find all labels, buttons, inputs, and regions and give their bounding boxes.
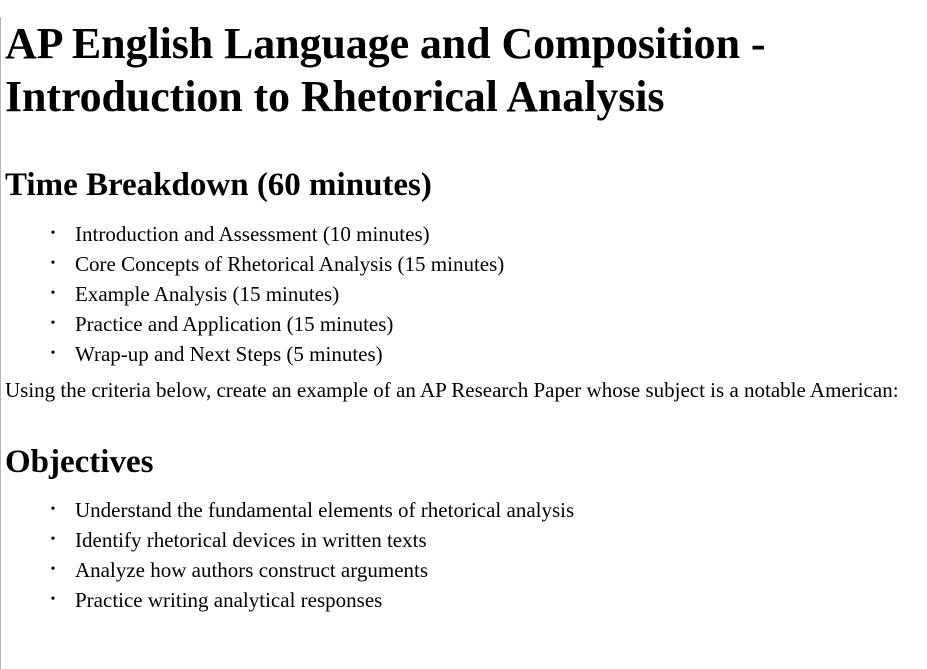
list-item — [50, 279, 919, 309]
document-body — [1, 17, 927, 615]
list-item — [50, 525, 919, 555]
list-item — [50, 495, 919, 525]
list-item-text: Practice and Application (15 minutes) — [75, 312, 394, 336]
objectives-list — [5, 495, 919, 615]
list-item-text: Understand the fundamental elements of rhetorical analysis — [75, 498, 575, 522]
bullet-icon: • — [50, 256, 56, 271]
bullet-icon: • — [50, 592, 56, 607]
bullet-icon: • — [50, 562, 56, 577]
list-item-text: Analyze how authors construct arguments — [75, 558, 429, 582]
time-breakdown-list — [5, 219, 919, 369]
list-item — [50, 219, 919, 249]
list-item-text: Core Concepts of Rhetorical Analysis (15 minutes) — [75, 252, 505, 276]
bullet-icon: • — [50, 226, 56, 241]
list-item — [50, 585, 919, 615]
list-item-text: Introduction and Assessment (10 minutes) — [75, 222, 430, 246]
list-item-text: Example Analysis (15 minutes) — [75, 282, 340, 306]
bullet-icon: • — [50, 502, 56, 517]
bullet-icon: • — [50, 286, 56, 301]
bullet-icon: • — [50, 532, 56, 547]
list-item-text: Wrap-up and Next Steps (5 minutes) — [75, 342, 383, 366]
bullet-icon: • — [50, 316, 56, 331]
list-item-text: Practice writing analytical responses — [75, 588, 383, 612]
bullet-icon: • — [50, 346, 56, 361]
time-breakdown-heading: Time Breakdown (60 minutes) — [5, 167, 432, 203]
list-item — [50, 309, 919, 339]
list-item — [50, 339, 919, 369]
list-item — [50, 249, 919, 279]
list-item — [50, 555, 919, 585]
instruction-paragraph: Using the criteria below, create an example of an AP Research Paper whose subject is a notable American: — [5, 378, 899, 402]
list-item-text: Identify rhetorical devices in written texts — [75, 528, 427, 552]
objectives-heading: Objectives — [5, 444, 154, 480]
page-title: AP English Language and Composition - Introduction to Rhetorical Analysis — [5, 19, 766, 121]
